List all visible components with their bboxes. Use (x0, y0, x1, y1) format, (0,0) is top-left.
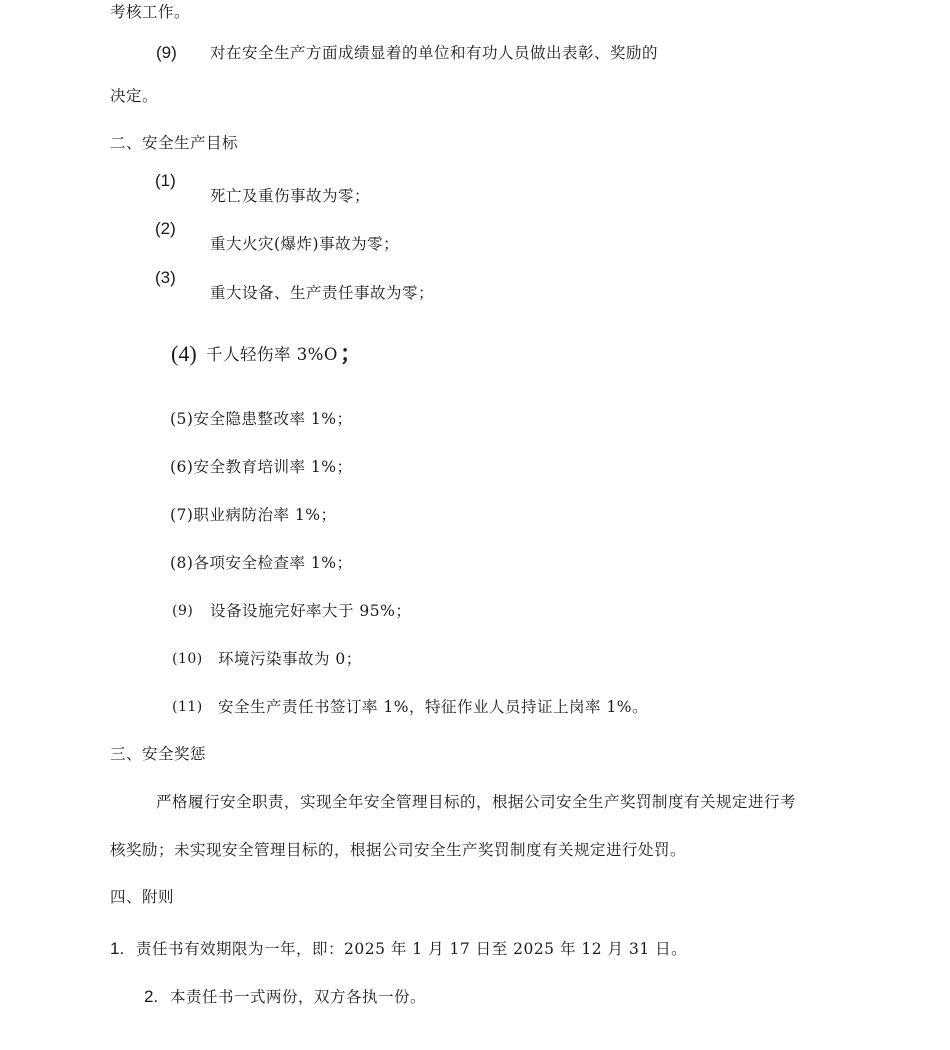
goal-8: (8)各项安全检查率 1%； (170, 554, 353, 572)
appendix-2-number: 2. (144, 987, 159, 1006)
goal-6: (6)安全教育培训率 1%； (170, 458, 353, 476)
section-3-paragraph-line-1: 严格履行安全职责，实现全年安全管理目标的，根据公司安全生产奖罚制度有关规定进行考 (156, 793, 797, 811)
goal-2-number: (2) (155, 219, 176, 238)
section-2-heading: 二、安全生产目标 (110, 134, 239, 152)
goal-10-number: (10) (172, 651, 203, 667)
goal-4-text: 千人轻伤率 3%O (206, 345, 338, 364)
goal-11-number: (11) (172, 699, 203, 715)
goal-2-text: 重大火灾(爆炸)事故为零； (210, 235, 400, 253)
appendix-1-text: 责任书有效期限为一年，即：2025 年 1 月 17 日至 2025 年 12 月 31 日。 (136, 940, 688, 958)
goal-9-text: 设备设施完好率大于 95%； (210, 602, 412, 620)
goal-3-text: 重大设备、生产责任事故为零； (210, 284, 435, 302)
section-3-heading: 三、安全奖惩 (110, 745, 207, 763)
section-4-heading: 四、附则 (110, 888, 175, 906)
goal-11-text: 安全生产责任书签订率 1%，特征作业人员持证上岗率 1%。 (218, 698, 649, 716)
section-3-paragraph-line-2: 核奖励；未实现安全管理目标的，根据公司安全生产奖罚制度有关规定进行处罚。 (110, 841, 687, 859)
goal-9-number: (9) (172, 603, 194, 619)
goal-10-text: 环境污染事故为 0； (218, 650, 362, 668)
goal-1-number: (1) (155, 171, 176, 190)
goal-5: (5)安全隐患整改率 1%； (170, 410, 353, 428)
appendix-2-text: 本责任书一式两份，双方各执一份。 (170, 988, 427, 1006)
goal-7: (7)职业病防治率 1%； (170, 506, 337, 524)
goal-4-number: (4) (171, 341, 197, 366)
appendix-1-number: 1. (110, 939, 125, 958)
item-9-text: 对在安全生产方面成绩显着的单位和有功人员做出表彰、奖励的 (210, 44, 659, 62)
text-line-top: 考核工作。 (110, 3, 191, 21)
item-9-continuation: 决定。 (110, 87, 159, 105)
goal-4-semicolon: ； (340, 342, 363, 367)
goal-3-number: (3) (155, 268, 176, 287)
goal-1-text: 死亡及重伤事故为零； (210, 187, 371, 205)
item-9-number: (9) (156, 43, 177, 62)
